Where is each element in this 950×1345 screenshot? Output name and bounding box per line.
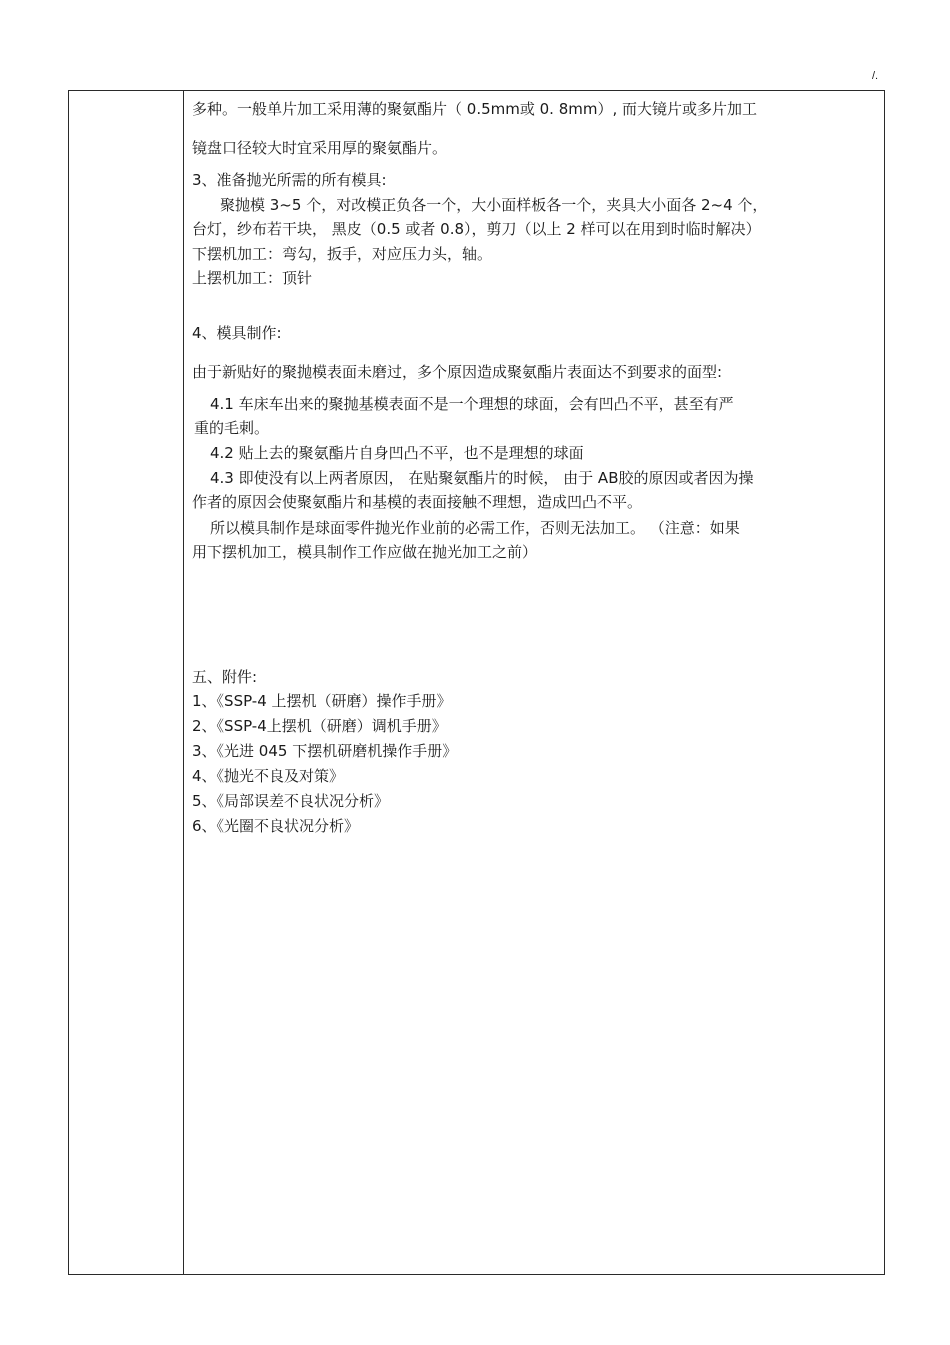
text-line: 台灯，纱布若干块， 黑皮（0.5 或者 0.8），剪刀（以上 2 样可以在用到时临时解决） xyxy=(192,220,761,238)
attachment-item: 6、《光圈不良状况分析》 xyxy=(192,817,360,835)
text-line: 镜盘口径较大时宜采用厚的聚氨酯片。 xyxy=(192,139,448,157)
text-line: 4.1 车床车出来的聚抛基模表面不是一个理想的球面，会有凹凸不平，甚至有严 xyxy=(210,395,734,413)
text-line: 4.3 即使没有以上两者原因， 在贴聚氨酯片的时候， 由于 AB胶的原因或者因为操 xyxy=(210,469,754,487)
attachment-item: 5、《局部误差不良状况分析》 xyxy=(192,792,390,810)
section-heading: 五、附件: xyxy=(192,668,258,686)
text-line: 所以模具制作是球面零件抛光作业前的必需工作，否则无法加工。 （注意：如果 xyxy=(210,519,740,537)
attachment-item: 3、《光进 045 下摆机研磨机操作手册》 xyxy=(192,742,458,760)
text-line: 由于新贴好的聚抛模表面未磨过，多个原因造成聚氨酯片表面达不到要求的面型: xyxy=(192,363,723,381)
text-line: 多种。一般单片加工采用薄的聚氨酯片（ 0.5mm或 0. 8mm）, 而大镜片或多片加工 xyxy=(192,100,758,118)
text-line: 聚抛模 3~5 个，对改模正负各一个，大小面样板各一个，夹具大小面各 2~4 个， xyxy=(220,196,768,214)
text-line: 重的毛刺。 xyxy=(194,419,270,437)
text-line: 3、准备抛光所需的所有模具: xyxy=(192,171,387,189)
section-heading: 4、模具制作: xyxy=(192,324,282,342)
document-table xyxy=(68,90,885,1275)
attachment-item: 1、《SSP-4 上摆机（研磨）操作手册》 xyxy=(192,692,452,710)
left-column-cell xyxy=(69,91,184,1274)
text-line: 上摆机加工：顶针 xyxy=(192,269,313,287)
page-mark: /. xyxy=(872,70,879,82)
text-line: 作者的原因会使聚氨酯片和基模的表面接触不理想，造成凹凸不平。 xyxy=(192,493,643,511)
text-line: 下摆机加工：弯勾，扳手，对应压力头，轴。 xyxy=(192,245,493,263)
attachment-item: 2、《SSP-4上摆机（研磨）调机手册》 xyxy=(192,717,447,735)
text-line: 4.2 贴上去的聚氨酯片自身凹凸不平，也不是理想的球面 xyxy=(210,444,584,462)
text-line: 用下摆机加工，模具制作工作应做在抛光加工之前） xyxy=(192,543,538,561)
attachment-item: 4、《抛光不良及对策》 xyxy=(192,767,345,785)
